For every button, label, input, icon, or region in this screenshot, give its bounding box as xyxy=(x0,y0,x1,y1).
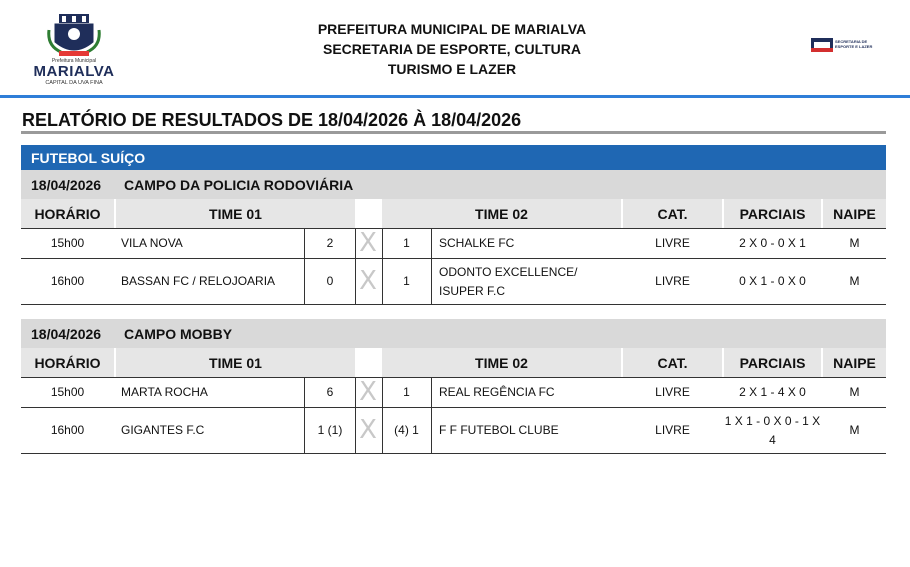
team1-name: MARTA ROCHA xyxy=(121,385,208,399)
team2-name: REAL REGÊNCIA FC xyxy=(439,385,555,399)
team2-name: F F FUTEBOL CLUBE xyxy=(439,423,559,437)
match-time: 15h00 xyxy=(50,236,85,250)
venue-name: CAMPO MOBBY xyxy=(124,326,233,342)
partial-scores: 0 X 1 - 0 X 0 xyxy=(739,274,806,288)
team2-score: (4) 1 xyxy=(394,423,419,437)
column-header-parciais: PARCIAIS xyxy=(724,348,821,377)
column-header-naipe: NAIPE xyxy=(823,199,886,228)
secretaria-logo-text: SECRETARIA DE ESPORTE E LAZER xyxy=(835,39,873,49)
column-header-time1: TIME 01 xyxy=(116,348,355,377)
column-divider xyxy=(355,378,356,407)
column-header-cat: CAT. xyxy=(623,199,722,228)
header-line-1: PREFEITURA MUNICIPAL DE MARIALVA xyxy=(317,21,587,37)
versus-mark: X xyxy=(359,415,377,445)
crest-icon xyxy=(47,12,101,58)
gender: M xyxy=(849,274,860,288)
column-header-naipe: NAIPE xyxy=(823,348,886,377)
team1-score: 2 xyxy=(326,236,334,250)
category: LIVRE xyxy=(655,385,690,399)
category: LIVRE xyxy=(655,236,690,250)
column-header-time1: TIME 01 xyxy=(116,199,355,228)
header-line-2: SECRETARIA DE ESPORTE, CULTURA xyxy=(323,41,581,57)
column-divider xyxy=(355,229,356,258)
logo-name: MARIALVA xyxy=(33,63,115,80)
column-divider xyxy=(355,259,356,304)
column-header-time2: TIME 02 xyxy=(382,348,621,377)
category: LIVRE xyxy=(655,423,690,437)
gender: M xyxy=(849,423,860,437)
header-text xyxy=(250,19,654,79)
column-divider xyxy=(382,229,383,258)
logo-slogan: CAPITAL DA UVA FINA xyxy=(45,80,103,86)
column-header-cat: CAT. xyxy=(623,348,722,377)
page-header xyxy=(0,0,910,96)
team2-score: 1 xyxy=(403,385,410,399)
venue-name: CAMPO DA POLICIA RODOVIÁRIA xyxy=(124,177,354,193)
match-time: 16h00 xyxy=(50,274,85,288)
team1-score: 6 xyxy=(326,385,334,399)
venue-header xyxy=(21,319,886,348)
column-divider xyxy=(382,408,383,453)
team1-name: VILA NOVA xyxy=(121,236,183,250)
match-time: 16h00 xyxy=(50,423,85,437)
column-divider xyxy=(304,378,305,407)
header-line-3: TURISMO E LAZER xyxy=(387,61,517,77)
partial-scores: 1 X 1 - 0 X 0 - 1 X 4 xyxy=(724,413,821,447)
team1-score: 1 (1) xyxy=(317,423,343,437)
team2-score: 1 xyxy=(403,236,410,250)
sport-header: FUTEBOL SUÍÇO xyxy=(21,145,886,170)
team2-name: SCHALKE FC xyxy=(439,236,515,250)
column-divider xyxy=(304,229,305,258)
column-divider xyxy=(355,408,356,453)
team2-score: 1 xyxy=(403,274,410,288)
report-title: RELATÓRIO DE RESULTADOS DE 18/04/2026 À 18/04/2026 xyxy=(22,110,522,130)
category: LIVRE xyxy=(655,274,690,288)
venue-header xyxy=(21,170,886,199)
venue-date: 18/04/2026 xyxy=(31,326,102,342)
gender: M xyxy=(849,236,860,250)
column-divider xyxy=(431,259,432,304)
header-divider xyxy=(0,95,910,98)
partial-scores: 2 X 1 - 4 X 0 xyxy=(739,385,806,399)
column-header-horario: HORÁRIO xyxy=(21,199,114,228)
column-divider xyxy=(431,408,432,453)
title-divider xyxy=(21,131,886,134)
team1-score: 0 xyxy=(326,274,334,288)
versus-mark: X xyxy=(359,377,377,407)
column-header-time2: TIME 02 xyxy=(382,199,621,228)
team1-name: GIGANTES F.C xyxy=(121,423,205,437)
column-divider xyxy=(382,378,383,407)
venue-date: 18/04/2026 xyxy=(31,177,102,193)
column-divider xyxy=(431,378,432,407)
partial-scores: 2 X 0 - 0 X 1 xyxy=(739,236,806,250)
team1-name: BASSAN FC / RELOJOARIA xyxy=(121,274,276,288)
column-header-parciais: PARCIAIS xyxy=(724,199,821,228)
column-divider xyxy=(304,408,305,453)
column-header-horario: HORÁRIO xyxy=(21,348,114,377)
table-rule xyxy=(21,304,886,305)
column-divider xyxy=(382,259,383,304)
versus-mark: X xyxy=(359,228,377,258)
secretaria-flag-icon xyxy=(811,38,833,52)
gender: M xyxy=(849,385,860,399)
marialva-logo xyxy=(30,12,118,86)
column-divider xyxy=(304,259,305,304)
logo-subtitle: Prefeitura Municipal xyxy=(51,58,97,64)
table-rule xyxy=(21,453,886,454)
versus-mark: X xyxy=(359,266,377,296)
column-divider xyxy=(431,229,432,258)
secretaria-logo xyxy=(811,38,873,52)
match-time: 15h00 xyxy=(50,385,85,399)
team2-name: ODONTO EXCELLENCE/ ISUPER F.C xyxy=(439,264,578,298)
